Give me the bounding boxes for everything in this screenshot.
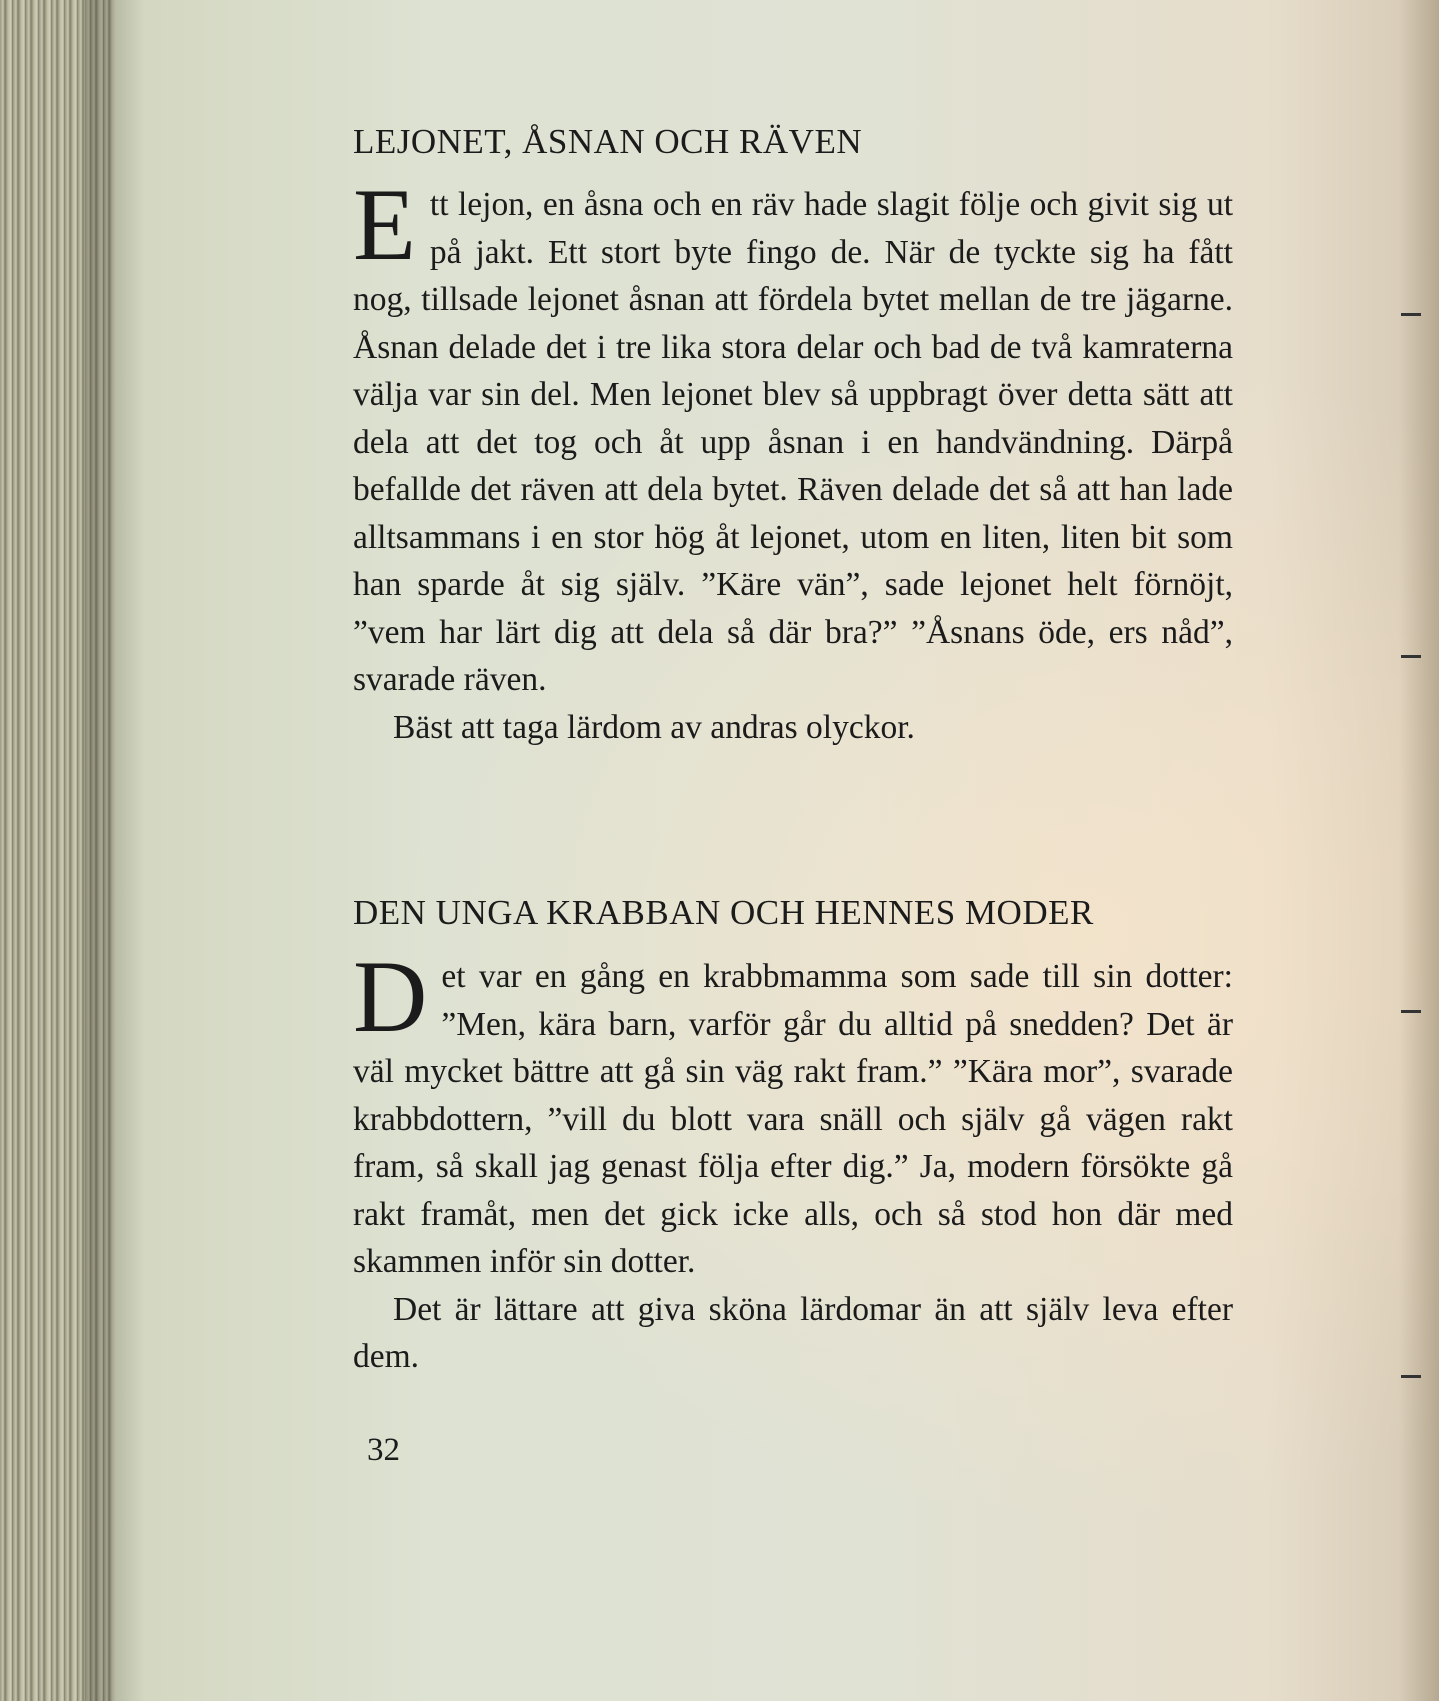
story-moral-1: Bäst att taga lärdom av andras olyckor. <box>393 708 915 746</box>
story-body-2 <box>353 940 1233 1381</box>
story-paragraph-1 <box>353 168 1233 704</box>
story-moral-2: Det är lättare att giva sköna lärdomar än att själv leva efter dem. <box>353 1290 1233 1375</box>
gutter-shadow <box>85 0 145 1701</box>
story-paragraph-2 <box>353 940 1233 1286</box>
story-title-1: LEJONET, ÅSNAN OCH RÄVEN <box>353 122 863 161</box>
right-page-edge <box>1399 0 1439 1701</box>
story-body-1 <box>353 168 1233 751</box>
page-number: 32 <box>367 1432 400 1468</box>
story-title-2: DEN UNGA KRABBAN OCH HENNES MODER <box>353 893 1094 932</box>
story-text-2: et var en gång en krabbmamma som sade till sin dotter: ”Men, kära barn, varför går du alltid på snedden? Det är väl mycket bättre att gå sin väg rakt fram.” ”Kära mor”, svarade krabbdottern, ”vill du blott vara snäll och själv gå vägen rakt fram, så skall jag genast följa efter dig.” Ja, modern försökte gå rakt framåt, men det gick icke alls, och så stod hon där med skammen inför sin dotter. <box>353 958 1233 1280</box>
drop-cap-2: D <box>353 940 428 1054</box>
drop-cap-1: E <box>353 168 416 282</box>
story-text-1: tt lejon, en åsna och en räv hade slagit följe och givit sig ut på jakt. Ett stort byte fingo de. När de tyckte sig ha fått nog, tillsade lejonet åsnan att fördela bytet mellan de tre jägarne. Åsnan delade det i tre lika stora delar och bad de två kamraterna välja var sin del. Men lejonet blev så uppbragt över detta sätt att dela att det tog och åt upp åsnan i en handvändning. Därpå befallde det räven att dela bytet. Räven delade det så att han lade alltsammans i en stor hög åt lejonet, utom en liten, liten bit som han sparde åt sig själv. ”Käre vän”, sade lejonet helt förnöjt, ”vem har lärt dig att dela så där bra?” ”Åsnans öde, ers nåd”, svarade räven. <box>353 186 1233 698</box>
